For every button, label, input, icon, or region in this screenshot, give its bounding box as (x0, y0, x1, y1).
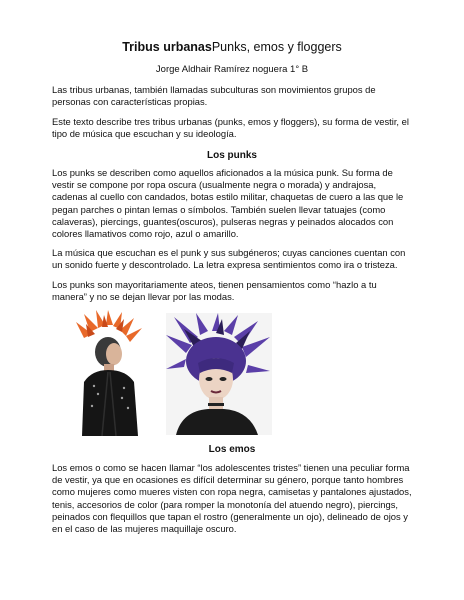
intro-paragraph-2: Este texto describe tres tribus urbanas (punks, emos y floggers), su forma de vestir, el tipo de música que escuchan y su ideología. (52, 116, 409, 140)
document-title (0, 40, 464, 54)
emos-paragraph-1: Los emos o como se hacen llamar “los adolescentes tristes” tienen una peculiar forma de vestir, ya que en ocasiones es difícil determinar su género, porque tanto hombres como mujeres como mueres visten con ropa negra, camisetas y pantalones ajustados, tenis, accesorios de color (para romper la monotonía del atuendo negro), piercings, peinados con flequillos que tapan el rostro (generalmente un ojo), delineado de ojos y en el caso de las mujeres maquillaje oscuro. (52, 462, 412, 535)
spiky-hair-photo (166, 313, 272, 435)
punks-paragraph-2: La música que escuchan es el punk y sus subgéneros; cuyas canciones cuentan con un sonido fuerte y descontrolado. La letra expresa sentimientos como ira o tristeza. (52, 247, 406, 271)
punks-paragraph-1: Los punks se describen como aquellos aficionados a la música punk. Su forma de vestir se compone por ropa oscura (usualmente negra o morada) y andrajosa, cadenas al cuello con candados, botas estilo militar, chaquetas de cuero a las que le pegan parches o pintan lemas o símbolos. También suelen llevar tatuajes (como calaveras), piercings, guantes(oscuros), pulseras negras y peinados alocados con colores llamativos como rojo, azul o amarillo. (52, 167, 404, 240)
punks-paragraph-3: Los punks son mayoritariamente ateos, tienen pensamientos como “hazlo a tu manera” y no se dejan llevar por las modas. (52, 279, 377, 303)
author-line: Jorge Aldhair Ramírez noguera 1° B (155, 64, 309, 75)
intro-paragraph-1: Las tribus urbanas, también llamadas subculturas son movimientos grupos de personas con características propias. (52, 84, 376, 108)
punks-heading: Los punks (206, 150, 257, 161)
emos-heading: Los emos (208, 444, 256, 455)
title-bold: Tribus urbanas (122, 40, 212, 54)
punk-photo (72, 310, 152, 436)
title-subtitle: Punks, emos y floggers (211, 40, 342, 54)
